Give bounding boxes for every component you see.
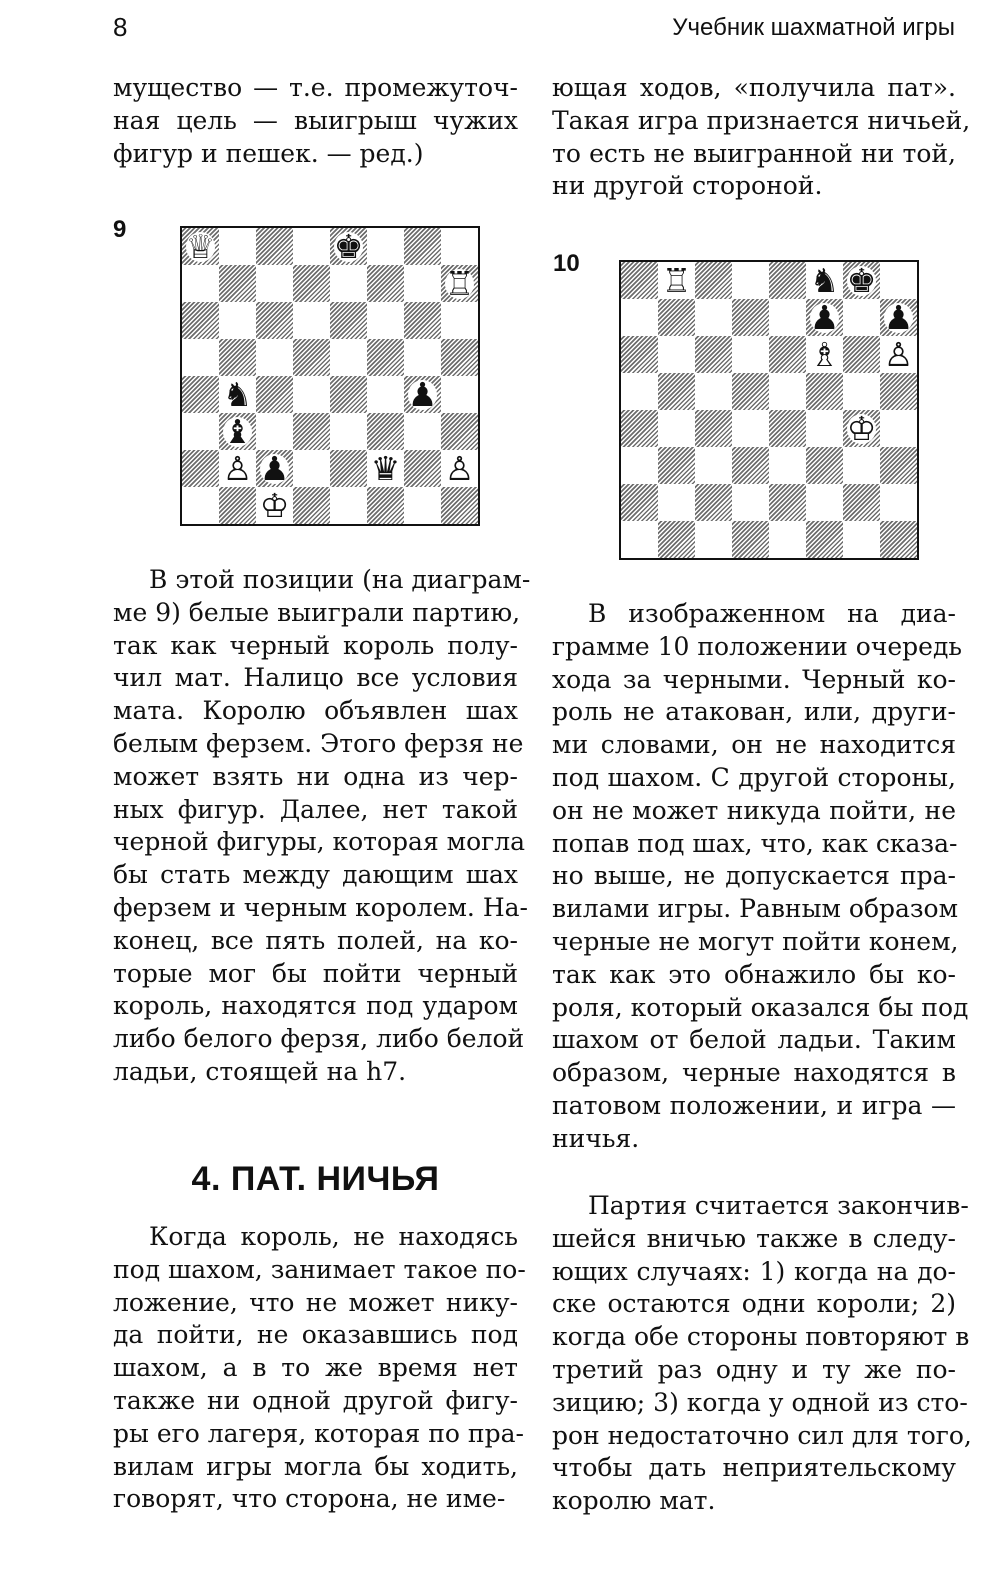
board-square xyxy=(219,413,256,450)
board-square xyxy=(732,262,769,299)
text-line: может взять ни одна из чер- xyxy=(113,761,518,791)
piece-glyph: ♚ xyxy=(846,260,877,300)
text-line: чил мат. Налицо все условия xyxy=(113,663,518,693)
board-square xyxy=(732,447,769,484)
piece-glyph: ♚ xyxy=(333,226,364,266)
board-square xyxy=(621,410,658,447)
text-line: ме 9) белые выиграли партию, xyxy=(113,597,521,627)
text-line: попав под шах, что, как сказа- xyxy=(552,828,958,858)
board-square xyxy=(182,339,219,376)
text-line: ющая ходов, «получила пат». xyxy=(552,73,956,102)
board-square xyxy=(806,262,843,299)
board-square xyxy=(404,339,441,376)
black-knight-icon xyxy=(806,262,843,299)
chessboard-diagram-10 xyxy=(619,260,919,560)
board-square xyxy=(769,262,806,299)
board-square xyxy=(843,410,880,447)
text-line: Такая игра признается ничьей, xyxy=(552,105,971,135)
board-square xyxy=(404,376,441,413)
board-square xyxy=(441,487,478,524)
text-line: он не может никуда пойти, не xyxy=(552,795,956,825)
text-line: В изображенном на диа- xyxy=(588,599,956,628)
white-rook-icon xyxy=(658,262,695,299)
text-line: торые мог бы пойти черный xyxy=(113,958,518,988)
board-square xyxy=(658,336,695,373)
board-square xyxy=(769,336,806,373)
piece-glyph: ♞ xyxy=(222,374,253,414)
text-line: Партия считается закончив- xyxy=(588,1191,969,1220)
board-square xyxy=(256,376,293,413)
piece-glyph: ♟ xyxy=(259,448,290,488)
text-line: фигур и пешек. — ред.) xyxy=(113,138,424,168)
board-square xyxy=(843,336,880,373)
board-square xyxy=(182,228,219,265)
text-line: черные не могут пойти конем, xyxy=(552,926,959,956)
board-square xyxy=(293,302,330,339)
board-square xyxy=(367,265,404,302)
board-square xyxy=(769,299,806,336)
board-square xyxy=(769,521,806,558)
text-line: Когда король, не находясь xyxy=(149,1222,518,1251)
board-square xyxy=(732,299,769,336)
board-square xyxy=(330,228,367,265)
text-line: ных фигур. Далее, нет такой xyxy=(113,794,518,824)
board-square xyxy=(367,339,404,376)
text-line: король, находятся под ударом xyxy=(113,991,518,1021)
piece-glyph: ♖ xyxy=(661,260,692,300)
board-square xyxy=(769,410,806,447)
board-square xyxy=(441,265,478,302)
board-square xyxy=(404,487,441,524)
text-line: но выше, не допускается пра- xyxy=(552,861,956,891)
piece-glyph: ♙ xyxy=(444,448,475,488)
board-square xyxy=(367,413,404,450)
page-number: 8 xyxy=(113,12,128,42)
board-square xyxy=(732,410,769,447)
text-line: роль не атакован, или, други- xyxy=(552,697,956,727)
board-square xyxy=(843,484,880,521)
text-line: да пойти, не оказавшись под xyxy=(113,1320,518,1350)
text-line: шахом, а в то же время нет xyxy=(113,1353,518,1383)
diagram-9-label: 9 xyxy=(113,216,127,243)
text-line: роля, который оказался бы под xyxy=(552,992,969,1022)
white-rook-icon xyxy=(441,265,478,302)
text-line: так как это обнажило бы ко- xyxy=(552,959,956,989)
white-pawn-icon xyxy=(880,336,917,373)
text-line: шейся вничью также в следу- xyxy=(552,1223,956,1253)
board-square xyxy=(219,487,256,524)
text-line: конец, все пять полей, на ко- xyxy=(113,925,518,955)
board-square xyxy=(330,413,367,450)
black-pawn-icon xyxy=(256,450,293,487)
board-square xyxy=(330,376,367,413)
text-line: ске остаются одни короли; 2) xyxy=(552,1289,956,1319)
board-square xyxy=(182,265,219,302)
board-square xyxy=(732,484,769,521)
running-title: Учебник шахматной игры xyxy=(672,14,955,41)
piece-glyph: ♙ xyxy=(883,334,914,374)
board-square xyxy=(441,339,478,376)
board-square xyxy=(880,336,917,373)
black-bishop-icon xyxy=(219,413,256,450)
diagram-10-label: 10 xyxy=(553,250,580,277)
board-square xyxy=(293,265,330,302)
board-square xyxy=(256,228,293,265)
board-square xyxy=(658,410,695,447)
black-knight-icon xyxy=(219,376,256,413)
board-square xyxy=(404,413,441,450)
text-line: черной фигуры, которая могла xyxy=(113,827,526,857)
board-square xyxy=(880,299,917,336)
text-line: грамме 10 положении очередь xyxy=(552,631,962,661)
text-line: либо белого ферзя, либо белой xyxy=(113,1024,525,1054)
text-line: вилами игры. Равным образом xyxy=(552,894,959,924)
white-king-icon xyxy=(256,487,293,524)
board-square xyxy=(806,484,843,521)
board-square xyxy=(219,339,256,376)
board-square xyxy=(219,228,256,265)
board-square xyxy=(256,265,293,302)
board-square xyxy=(658,447,695,484)
board-square xyxy=(769,484,806,521)
board-square xyxy=(843,299,880,336)
board-square xyxy=(441,413,478,450)
board-square xyxy=(256,302,293,339)
board-square xyxy=(367,376,404,413)
text-line: бы стать между дающим шах xyxy=(113,860,518,890)
text-line: под шахом. С другой стороны, xyxy=(552,762,956,792)
text-line: образом, черные находятся в xyxy=(552,1058,956,1088)
text-line: ющих случаях: 1) когда на до- xyxy=(552,1256,956,1286)
text-line: ладьи, стоящей на h7. xyxy=(113,1056,407,1086)
board-square xyxy=(441,450,478,487)
text-line: ры его лагеря, которая по пра- xyxy=(113,1418,524,1448)
piece-glyph: ♕ xyxy=(185,226,216,266)
board-square xyxy=(219,265,256,302)
board-square xyxy=(330,450,367,487)
board-square xyxy=(695,262,732,299)
text-line: королю мат. xyxy=(552,1486,716,1516)
board-square xyxy=(695,410,732,447)
board-square xyxy=(732,521,769,558)
board-square xyxy=(880,447,917,484)
board-square xyxy=(404,228,441,265)
board-square xyxy=(843,262,880,299)
piece-glyph: ♟ xyxy=(883,297,914,337)
text-line: под шахом, занимает такое по- xyxy=(113,1254,526,1284)
text-line: шахом от белой ладьи. Таким xyxy=(552,1025,956,1055)
board-square xyxy=(695,484,732,521)
board-square xyxy=(806,410,843,447)
board-square xyxy=(806,373,843,410)
board-square xyxy=(621,373,658,410)
text-line: В этой позиции (на диаграм- xyxy=(149,565,531,594)
board-square xyxy=(843,373,880,410)
board-square xyxy=(843,447,880,484)
board-square xyxy=(256,450,293,487)
text-line: белым ферзем. Этого ферзя не xyxy=(113,728,524,758)
board-square xyxy=(293,376,330,413)
board-square xyxy=(806,336,843,373)
board-square xyxy=(367,487,404,524)
board-square xyxy=(182,450,219,487)
text-line: рон недостаточно сил для того, xyxy=(552,1420,972,1450)
paragraph-stalemate xyxy=(113,1221,526,1516)
text-line: чтобы дать неприятельскому xyxy=(552,1453,956,1483)
board-square xyxy=(621,336,658,373)
text-line: мата. Королю объявлен шах xyxy=(113,696,518,726)
text-line: так как черный король полу- xyxy=(113,630,518,660)
board-square xyxy=(695,447,732,484)
board-square xyxy=(182,302,219,339)
board-square xyxy=(404,450,441,487)
board-square xyxy=(658,521,695,558)
piece-glyph: ♙ xyxy=(222,448,253,488)
black-pawn-icon xyxy=(404,376,441,413)
board-square xyxy=(219,302,256,339)
board-square xyxy=(732,336,769,373)
board-square xyxy=(367,302,404,339)
board-square xyxy=(621,521,658,558)
board-square xyxy=(695,521,732,558)
text-line: зицию; 3) когда у одной из сто- xyxy=(552,1387,968,1417)
text-line: ложение, что не может нику- xyxy=(113,1287,518,1317)
board-square xyxy=(293,228,330,265)
board-square xyxy=(732,373,769,410)
board-square xyxy=(769,447,806,484)
board-square xyxy=(182,487,219,524)
board-square xyxy=(806,447,843,484)
board-square xyxy=(256,487,293,524)
board-square xyxy=(256,413,293,450)
board-square xyxy=(806,299,843,336)
board-square xyxy=(658,373,695,410)
piece-glyph: ♛ xyxy=(370,448,401,488)
text-line: вилам игры могла бы ходить, xyxy=(113,1451,518,1481)
board-square xyxy=(219,450,256,487)
board-square xyxy=(658,299,695,336)
piece-glyph: ♔ xyxy=(846,408,877,448)
board-square xyxy=(880,484,917,521)
text-line: то есть не выигранной ни той, xyxy=(552,138,956,168)
white-queen-icon xyxy=(182,228,219,265)
board-square xyxy=(330,302,367,339)
white-pawn-icon xyxy=(441,450,478,487)
text-line: патовом положении, и игра — xyxy=(552,1090,956,1120)
left-top-text xyxy=(113,72,518,170)
text-line: когда обе стороны повторяют в xyxy=(552,1322,970,1352)
piece-glyph: ♖ xyxy=(444,263,475,303)
board-square xyxy=(367,450,404,487)
board-square xyxy=(404,302,441,339)
piece-glyph: ♟ xyxy=(407,374,438,414)
board-square xyxy=(293,450,330,487)
text-line: ферзем и черным королем. На- xyxy=(113,892,528,922)
board-square xyxy=(695,299,732,336)
white-king-icon xyxy=(843,410,880,447)
paragraph-diagram-9 xyxy=(113,564,531,1089)
paragraph-draw-cases xyxy=(552,1190,972,1518)
board-square xyxy=(880,521,917,558)
section-heading: 4. ПАТ. НИЧЬЯ xyxy=(191,1160,440,1198)
board-square xyxy=(330,339,367,376)
board-square xyxy=(293,487,330,524)
piece-glyph: ♔ xyxy=(259,485,290,525)
chessboard-diagram-9 xyxy=(180,226,480,526)
board-square xyxy=(441,302,478,339)
black-queen-icon xyxy=(367,450,404,487)
text-line: ничья. xyxy=(552,1123,640,1153)
text-line: третий раз одну и ту же по- xyxy=(552,1354,956,1384)
white-pawn-icon xyxy=(219,450,256,487)
text-line: говорят, что сторона, не име- xyxy=(113,1484,506,1514)
text-line: ни другой стороной. xyxy=(552,171,823,201)
board-square xyxy=(880,262,917,299)
piece-glyph: ♟ xyxy=(809,297,840,337)
text-line: также ни одной другой фигу- xyxy=(113,1385,518,1415)
board-square xyxy=(806,521,843,558)
board-square xyxy=(621,484,658,521)
board-square xyxy=(769,373,806,410)
board-square xyxy=(695,373,732,410)
board-square xyxy=(658,262,695,299)
white-bishop-icon xyxy=(806,336,843,373)
piece-glyph: ♞ xyxy=(809,260,840,300)
board-square xyxy=(621,262,658,299)
piece-glyph: ♝ xyxy=(222,411,253,451)
board-square xyxy=(182,413,219,450)
board-square xyxy=(843,521,880,558)
piece-glyph: ♗ xyxy=(809,334,840,374)
board-square xyxy=(621,447,658,484)
board-square xyxy=(658,484,695,521)
board-square xyxy=(182,376,219,413)
board-square xyxy=(880,410,917,447)
board-square xyxy=(621,299,658,336)
board-square xyxy=(880,373,917,410)
board-square xyxy=(293,339,330,376)
black-pawn-icon xyxy=(880,299,917,336)
text-line: мущество — т.е. промежуточ- xyxy=(113,73,518,102)
board-square xyxy=(219,376,256,413)
board-square xyxy=(695,336,732,373)
board-square xyxy=(441,228,478,265)
text-line: ная цель — выигрыш чужих xyxy=(113,105,518,135)
right-top-text xyxy=(552,72,971,203)
text-line: хода за черными. Черный ко- xyxy=(552,664,956,694)
black-king-icon xyxy=(330,228,367,265)
paragraph-diagram-10 xyxy=(552,598,969,1156)
board-square xyxy=(330,265,367,302)
black-king-icon xyxy=(843,262,880,299)
board-square xyxy=(441,376,478,413)
black-pawn-icon xyxy=(806,299,843,336)
board-square xyxy=(330,487,367,524)
board-square xyxy=(404,265,441,302)
board-square xyxy=(293,413,330,450)
board-square xyxy=(367,228,404,265)
board-square xyxy=(256,339,293,376)
text-line: ми словами, он не находится xyxy=(552,730,956,760)
